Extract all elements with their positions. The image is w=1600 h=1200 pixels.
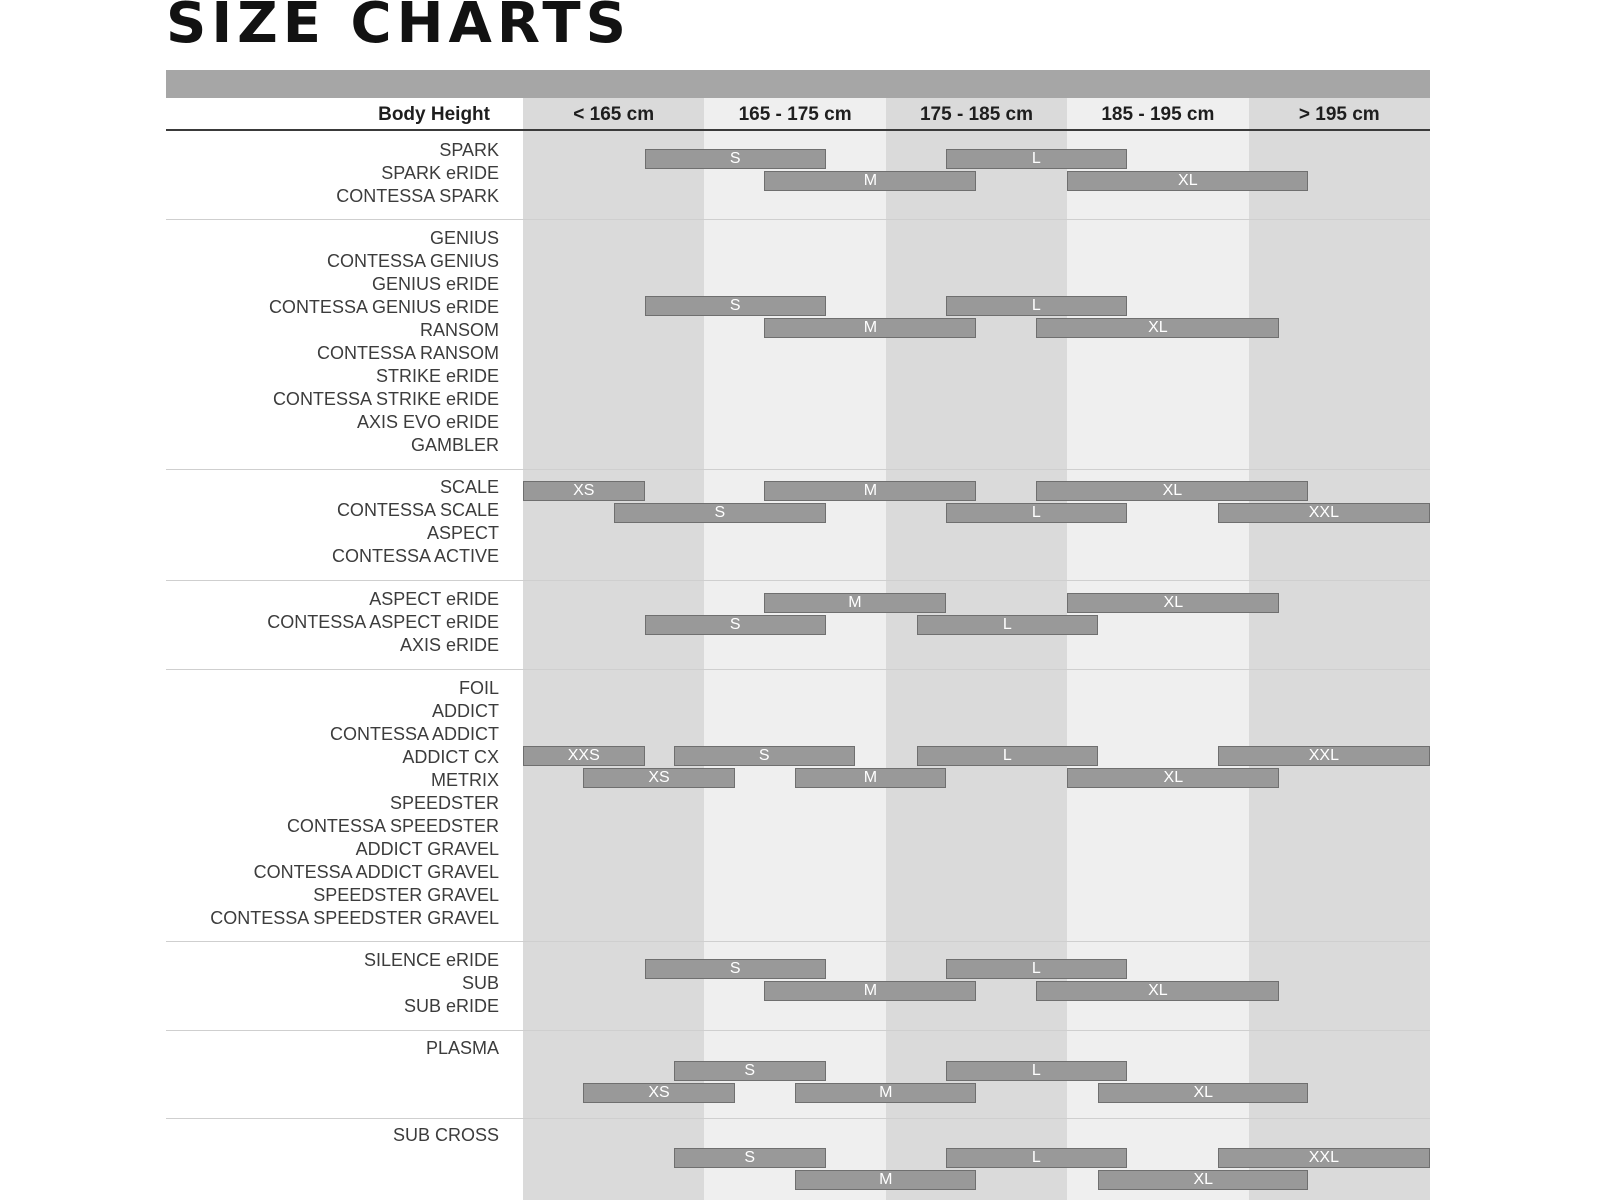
size-bar: L [946, 149, 1127, 169]
model-name: AXIS eRIDE [399, 635, 499, 655]
group-separator [166, 1118, 1430, 1119]
model-name: GAMBLER [410, 435, 499, 455]
model-name: CONTESSA SCALE [336, 500, 499, 520]
group-separator [166, 1030, 1430, 1031]
size-bar: M [764, 593, 945, 613]
size-bar: L [917, 615, 1098, 635]
height-column-label: 175 - 185 cm [919, 104, 1033, 125]
size-bar: XL [1067, 593, 1279, 613]
model-name: ADDICT GRAVEL [355, 839, 499, 859]
model-name: SILENCE eRIDE [363, 950, 499, 970]
size-bar: XS [583, 768, 735, 788]
size-bar: L [917, 746, 1098, 766]
height-column-band [1249, 98, 1430, 1200]
size-bar: L [946, 503, 1127, 523]
size-bar: XL [1036, 981, 1279, 1001]
model-name: CONTESSA ACTIVE [331, 546, 499, 566]
size-bar: M [764, 171, 976, 191]
size-bar: S [645, 615, 826, 635]
model-name: SPEEDSTER [389, 793, 499, 813]
height-column-label: 165 - 175 cm [738, 104, 852, 125]
size-bar: L [946, 1061, 1127, 1081]
body-height-label: Body Height [378, 104, 490, 125]
size-bar: L [946, 1148, 1127, 1168]
model-name: CONTESSA STRIKE eRIDE [272, 389, 499, 409]
model-name: SPARK eRIDE [381, 163, 499, 183]
model-name: CONTESSA SPEEDSTER GRAVEL [210, 908, 499, 928]
page-title: SIZE CHARTS [166, 0, 631, 56]
size-bar: L [946, 296, 1127, 316]
model-name: ADDICT [432, 701, 499, 721]
model-name: CONTESSA ADDICT GRAVEL [253, 862, 499, 882]
header-rule [166, 129, 1430, 131]
group-separator [166, 941, 1430, 942]
size-bar: XL [1098, 1083, 1308, 1103]
model-name: CONTESSA GENIUS [326, 251, 499, 271]
size-bar: XL [1067, 768, 1279, 788]
model-name: GENIUS [429, 228, 499, 248]
model-name: ASPECT eRIDE [369, 589, 499, 609]
size-bar: M [795, 1083, 976, 1103]
height-column-band [704, 98, 885, 1200]
model-name: GENIUS eRIDE [371, 274, 499, 294]
group-separator [166, 219, 1430, 220]
model-name: CONTESSA SPEEDSTER [286, 816, 499, 836]
model-name: RANSOM [419, 320, 499, 340]
model-name: SCALE [439, 477, 499, 497]
model-name: SUB eRIDE [403, 996, 499, 1016]
size-bar: S [645, 149, 826, 169]
model-name: ADDICT CX [402, 747, 499, 767]
size-bar: M [764, 318, 976, 338]
model-name: FOIL [458, 678, 499, 698]
group-separator [166, 580, 1430, 581]
size-bar: S [645, 959, 826, 979]
size-bar: XL [1036, 318, 1279, 338]
size-bar: XL [1036, 481, 1308, 501]
height-column-band [886, 98, 1067, 1200]
model-name: SPEEDSTER GRAVEL [313, 885, 499, 905]
size-bar: XXL [1218, 503, 1430, 523]
model-name: AXIS EVO eRIDE [356, 412, 499, 432]
size-bar: M [764, 481, 976, 501]
height-column-label: 185 - 195 cm [1101, 104, 1215, 125]
group-separator [166, 669, 1430, 670]
size-bar: S [674, 1061, 826, 1081]
model-name: CONTESSA GENIUS eRIDE [268, 297, 499, 317]
height-column-label: > 195 cm [1298, 104, 1380, 125]
size-bar: XXL [1218, 1148, 1430, 1168]
height-column-label: < 165 cm [573, 104, 655, 125]
size-bar: XXL [1218, 746, 1430, 766]
size-bar: M [795, 1170, 976, 1190]
model-name: SUB [461, 973, 499, 993]
size-bar: XXS [523, 746, 645, 766]
size-bar: XS [583, 1083, 735, 1103]
size-bar: M [764, 981, 976, 1001]
model-name: METRIX [430, 770, 499, 790]
model-name: CONTESSA SPARK [336, 186, 499, 206]
size-bar: XS [523, 481, 645, 501]
model-name: PLASMA [425, 1038, 499, 1058]
size-bar: S [674, 746, 855, 766]
size-bar: S [674, 1148, 826, 1168]
height-column-band [1067, 98, 1248, 1200]
model-name: SUB CROSS [392, 1125, 499, 1145]
model-name: CONTESSA ASPECT eRIDE [267, 612, 499, 632]
size-bar: M [795, 768, 946, 788]
model-name: SPARK [439, 140, 499, 160]
size-bar: S [614, 503, 826, 523]
size-bar: L [946, 959, 1127, 979]
model-name: STRIKE eRIDE [375, 366, 499, 386]
size-bar: XL [1067, 171, 1308, 191]
model-name: CONTESSA ADDICT [329, 724, 499, 744]
height-column-band [523, 98, 704, 1200]
group-separator [166, 469, 1430, 470]
header-bar [166, 70, 1430, 98]
model-name: CONTESSA RANSOM [316, 343, 499, 363]
size-bar: XL [1098, 1170, 1308, 1190]
model-name: ASPECT [426, 523, 499, 543]
size-bar: S [645, 296, 826, 316]
